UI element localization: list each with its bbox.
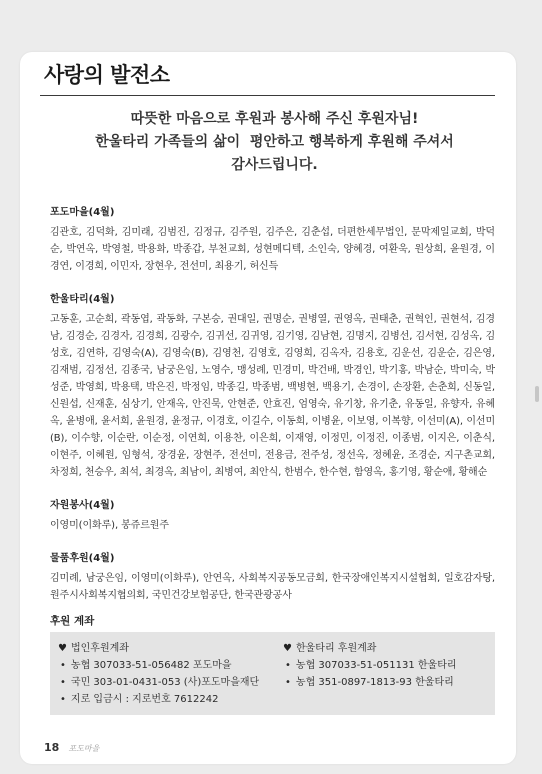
intro-message (47, 108, 502, 177)
donor-list (50, 206, 495, 715)
section-heading: 한울타리(4월) (50, 294, 115, 305)
account-item: • 국민 303-01-0431-053 (사)포도마을재단 (58, 674, 283, 691)
donor-names: 김미례, 남궁은임, 이영미(이화루), 안연옥, 사회복지공동모금회, 한국장애인복지시설협회, 일호감자탕, 원주시사회복지협의회, 국민건강보험공단, 한국관광공사 (50, 573, 495, 601)
corporate-accounts-title (58, 640, 283, 657)
account-item: • 지로 입금시 : 지로번호 7612242 (58, 691, 283, 708)
page-footer (44, 736, 100, 754)
section-heading: 물품후원(4월) (50, 553, 115, 564)
account-group-label: 법인후원계좌 (70, 643, 129, 654)
donor-names: 김관호, 김덕화, 김미래, 김범진, 김정규, 김주원, 김주은, 김춘섭, 더편한세무법인, 문막제일교회, 박덕순, 박연옥, 박영철, 박용화, 박종갑, 부천교회, 성현메디텍, 소인숙, 양혜경, 여환욱, 원상희, 윤원경, 이경연, 이경희, 이민자, 장현우, 전선미, 최용기, 허신득 (50, 227, 495, 272)
hanultari-accounts-title (283, 640, 487, 657)
section-heading: 포도마을(4월) (50, 207, 115, 218)
publication-logo: 포도마을 (68, 744, 100, 753)
corporate-accounts (58, 640, 283, 708)
heart-icon (283, 640, 292, 657)
donor-section-volunteer (50, 499, 495, 534)
hanultari-accounts (283, 640, 487, 708)
title-rule (40, 95, 495, 96)
donor-section-podomaeul (50, 206, 495, 275)
intro-line: 감사드립니다. (231, 157, 318, 173)
accounts-box (50, 632, 495, 715)
intro-line: 따뜻한 마음으로 후원과 봉사해 주신 후원자님! (130, 111, 419, 127)
heart-icon (58, 640, 67, 657)
account-group-label: 한울타리 후원계좌 (295, 643, 377, 654)
accounts-heading: 후원 계좌 (50, 615, 95, 627)
scrollbar-thumb[interactable] (535, 386, 539, 402)
page-title: 사랑의 발전소 (44, 63, 170, 87)
account-item: • 농협 307033-51-056482 포도마을 (58, 657, 283, 674)
section-heading: 자원봉사(4월) (50, 500, 115, 511)
donor-names: 고동훈, 고순희, 곽동엽, 곽동화, 구본승, 권대일, 권명순, 권병열, 권영옥, 권태춘, 권혁인, 권현석, 김경남, 김경순, 김경자, 김경희, 김광수, 김귀선, 김귀영, 김기영, 김남현, 김명지, 김병선, 김서현, 김성옥, 김성호, 김연하, 김영숙(A), 김영숙(B), 김영천, 김영호, 김영희, 김옥자, 김용호, 김운선, 김운순, 김은영, 김재범, 김정선, 김종국, 남궁은임, 노영수, 맹성례, 민경미, 박건배, 박경인, 박기홍, 박남순, 박미숙, 박성준, 박영희, 박용택, 박은진, 박정임, 박종길, 박종범, 백병현, 백용기, 손경이, 손장환, 손춘희, 신동일, 신원섭, 신재훈, 심상기, 안재옥, 안진묵, 안현준, 안효진, 엄영숙, 유기창, 유기춘, 유동일, 유향자, 유혜옥, 윤병애, 윤서희, 윤원경, 윤정규, 이경호, 이길수, 이동희, 이병윤, 이보영, 이복향, 이선미(A), 이선미(B), 이수향, 이순란, 이순정, 이연희, 이용찬, 이은희, 이재영, 이정민, 이정진, 이종범, 이지은, 이춘식, 이현주, 이혜원, 임형석, 장경윤, 장현주, 전선미, 전용금, 전주성, 정선옥, 정혜윤, 조경순, 지구촌교회, 차정희, 천승우, 최석, 최경옥, 최남이, 최병여, 최안식, 한범수, 한수현, 함영옥, 홍기영, 황순애, 황해순 (50, 314, 495, 478)
donor-section-hanultari (50, 293, 495, 481)
account-item: • 농협 307033-51-051131 한울타리 (283, 657, 487, 674)
donor-section-goods (50, 552, 495, 604)
page-number: 18 (44, 741, 60, 754)
intro-line: 한울타리 가족들의 삶이 평안하고 행복하게 후원해 주셔서 (95, 134, 454, 150)
account-item: • 농협 351-0897-1813-93 한울타리 (283, 674, 487, 691)
donor-names: 이영미(이화루), 봉쥬르원주 (50, 520, 169, 531)
page-card (20, 52, 516, 764)
